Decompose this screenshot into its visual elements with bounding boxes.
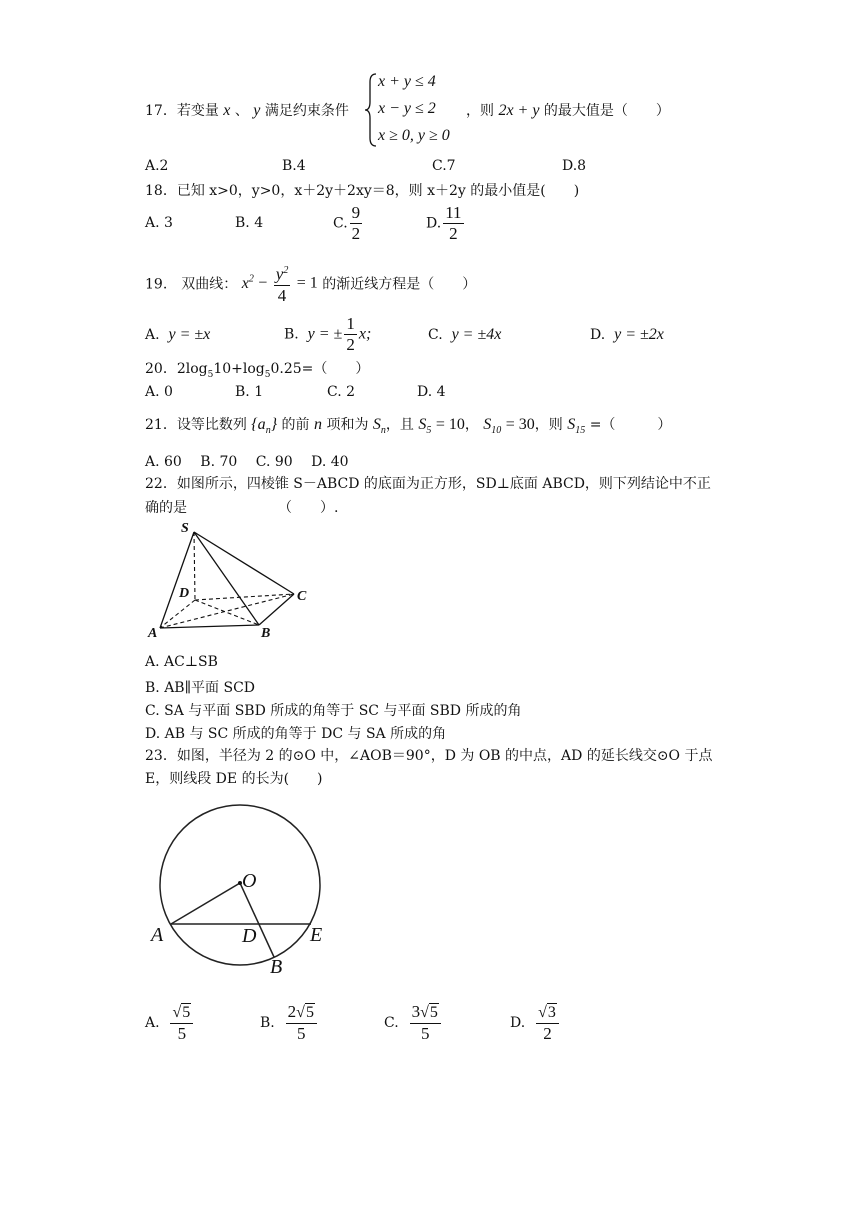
q22-option-b[interactable]: B. AB∥平面 SCD xyxy=(145,680,256,696)
q17-tail xyxy=(466,100,670,120)
q22-option-d[interactable]: D. AB 与 SC 所成的角等于 DC 与 SA 所成的角 xyxy=(145,726,447,742)
constraint-3: x ≥ 0, y ≥ 0 xyxy=(378,127,450,144)
q19-b-num: 1 xyxy=(346,314,355,333)
pyramid-diagram xyxy=(140,518,320,648)
q19-option-c[interactable] xyxy=(428,326,501,344)
q19-a-label: A. xyxy=(145,327,160,343)
system-brace xyxy=(364,72,378,148)
q19-b-post: x; xyxy=(358,325,372,343)
q19-option-d[interactable] xyxy=(590,326,664,344)
q19-prefix: 19. 双曲线： xyxy=(145,276,238,293)
edge-DB xyxy=(195,600,259,625)
q21-S5: $S_5$ xyxy=(418,416,432,437)
q23-option-c[interactable] xyxy=(384,1002,443,1044)
q19-d-math: y = ±2x xyxy=(614,326,664,343)
edge-SC xyxy=(194,532,294,594)
q19-minus: − xyxy=(258,274,268,292)
edge-SA xyxy=(160,532,194,628)
q23-a-fraction: $\frac{√5}{5}$ xyxy=(170,1002,193,1044)
q17-option-c[interactable]: C.7 xyxy=(432,158,456,174)
q18-c-num: 9 xyxy=(351,203,361,222)
q23-option-d[interactable] xyxy=(510,1002,561,1044)
q18-c-label: C. xyxy=(333,215,348,232)
q17-sep: 、 xyxy=(234,103,249,119)
q22-option-c[interactable]: C. SA 与平面 SBD 所成的角等于 SC 与平面 SBD 所成的角 xyxy=(145,703,522,719)
var-x: x xyxy=(223,102,231,119)
q18-c-den: 2 xyxy=(351,224,361,243)
q23-line-1: 23．如图，半径为 2 的⊙O 中，∠AOB＝90°，D 为 OB 的中点，AD 的延长线交⊙O 于点 xyxy=(145,748,713,764)
q17-mid: 满足约束条件 xyxy=(264,103,349,119)
q19-y2: $y^2$ xyxy=(274,261,291,286)
q18-d-fraction xyxy=(443,203,463,244)
edge-SB xyxy=(194,532,259,625)
edge-SD xyxy=(194,532,195,600)
q22-line-2: 确的是 （ ）. xyxy=(145,500,339,516)
q17-option-a[interactable]: A.2 xyxy=(145,158,169,174)
q19-b-fraction xyxy=(344,314,357,355)
q19-den: 4 xyxy=(277,285,287,305)
q23-c-label: C. xyxy=(384,1015,399,1031)
q17-option-d[interactable]: D.8 xyxy=(562,158,587,174)
q19-fraction xyxy=(274,261,291,306)
constraint-2: x − y ≤ 2 xyxy=(378,100,436,117)
q19-b-den: 2 xyxy=(346,335,355,354)
q23-option-a[interactable] xyxy=(145,1002,195,1044)
q19-c-label: C. xyxy=(428,327,443,343)
q19-d-label: D. xyxy=(590,327,606,343)
label-A: A xyxy=(148,626,158,641)
q17-then: ，则 xyxy=(466,103,494,119)
q18-c-fraction xyxy=(350,203,363,244)
label-E: E xyxy=(310,924,323,946)
q21-S15: $S_{15}$ xyxy=(567,416,586,437)
q23-a-label: A. xyxy=(145,1015,160,1031)
q19-c-math: y = ±4x xyxy=(451,326,502,343)
q21-S10: $S_{10}$ xyxy=(483,416,502,437)
edge-DC xyxy=(195,594,294,600)
q22-line-1: 22．如图所示，四棱锥 S－ABCD 的底面为正方形，SD⊥底面 ABCD，则下列结论中不正 xyxy=(145,476,711,492)
q18-d-den: 2 xyxy=(449,224,458,243)
segment-OA xyxy=(171,883,240,924)
q19-option-b[interactable] xyxy=(284,314,371,355)
label-O: O xyxy=(242,870,257,892)
q18-option-c[interactable] xyxy=(333,203,364,244)
q17-prefix: 17．若变量 xyxy=(145,103,219,119)
q17-ask: 的最大值是（ ） xyxy=(543,103,670,119)
q23-option-b[interactable] xyxy=(260,1002,319,1044)
q18-d-num: 11 xyxy=(445,203,462,222)
q19-b-pre: y = ± xyxy=(307,325,343,343)
q21-options[interactable]: A. 60 B. 70 C. 90 D. 40 xyxy=(145,454,349,470)
q20-option-c[interactable]: C. 2 xyxy=(327,384,356,400)
q19-a-math: y = ±x xyxy=(168,326,211,343)
circle-diagram xyxy=(145,790,345,990)
q21-Sn: $S_n$ xyxy=(372,416,386,437)
label-D: D xyxy=(242,925,257,947)
label-B: B xyxy=(270,956,283,978)
q18-d-label: D. xyxy=(426,215,442,232)
q19-suffix: 的渐近线方程是（ ） xyxy=(322,276,477,293)
var-y: y xyxy=(253,102,261,119)
q17-stem xyxy=(145,100,349,120)
q20-option-a[interactable]: A. 0 xyxy=(145,384,173,400)
q23-c-fraction: $\frac{3√5}{5}$ xyxy=(410,1002,441,1044)
constraint-1: x + y ≤ 4 xyxy=(378,73,436,90)
q20-stem: 20．$2\log_510+\log_50.25=$（ ） xyxy=(145,361,370,380)
q18-stem: 18．已知 x>0，y>0，x＋2y＋2xy＝8，则 x＋2y 的最小值是( ) xyxy=(145,183,580,199)
q21-stem: 21．设等比数列 $\{a_n\}$ 的前 n 项和为 $S_n$，且 $S_5 = 10$， $S_{10} = 30$，则 $S_{15}$ =（ ） xyxy=(145,416,672,437)
q23-b-fraction: $\frac{2√5}{5}$ xyxy=(286,1002,317,1044)
q23-b-label: B. xyxy=(260,1015,275,1031)
q19-stem xyxy=(145,261,476,306)
q17-option-b[interactable]: B.4 xyxy=(282,158,306,174)
q19-eq: = 1 xyxy=(296,274,318,292)
q19-option-a[interactable] xyxy=(145,326,210,344)
label-S: S xyxy=(181,521,189,536)
label-A: A xyxy=(151,924,164,946)
q23-line-2: E，则线段 DE 的长为( ) xyxy=(145,771,323,787)
label-B: B xyxy=(261,626,271,641)
q21-sequence: $\{a_n\}$ xyxy=(251,416,278,437)
label-C: C xyxy=(297,589,307,604)
q19-b-label: B. xyxy=(284,326,299,343)
label-D: D xyxy=(179,586,190,601)
q20-option-d[interactable]: D. 4 xyxy=(417,384,446,400)
q20-option-b[interactable]: B. 1 xyxy=(235,384,264,400)
q18-option-d[interactable] xyxy=(426,203,466,244)
q22-option-a[interactable]: A. AC⊥SB xyxy=(145,654,218,670)
q23-d-label: D. xyxy=(510,1015,526,1031)
q19-x2: $x^2$ xyxy=(241,273,254,292)
q23-d-fraction: $\frac{√3}{2}$ xyxy=(536,1002,559,1044)
q18-option-b[interactable]: B. 4 xyxy=(235,215,264,231)
q18-option-a[interactable]: A. 3 xyxy=(145,215,173,231)
edge-AB xyxy=(160,625,259,628)
q17-expr: 2x + y xyxy=(498,102,540,119)
